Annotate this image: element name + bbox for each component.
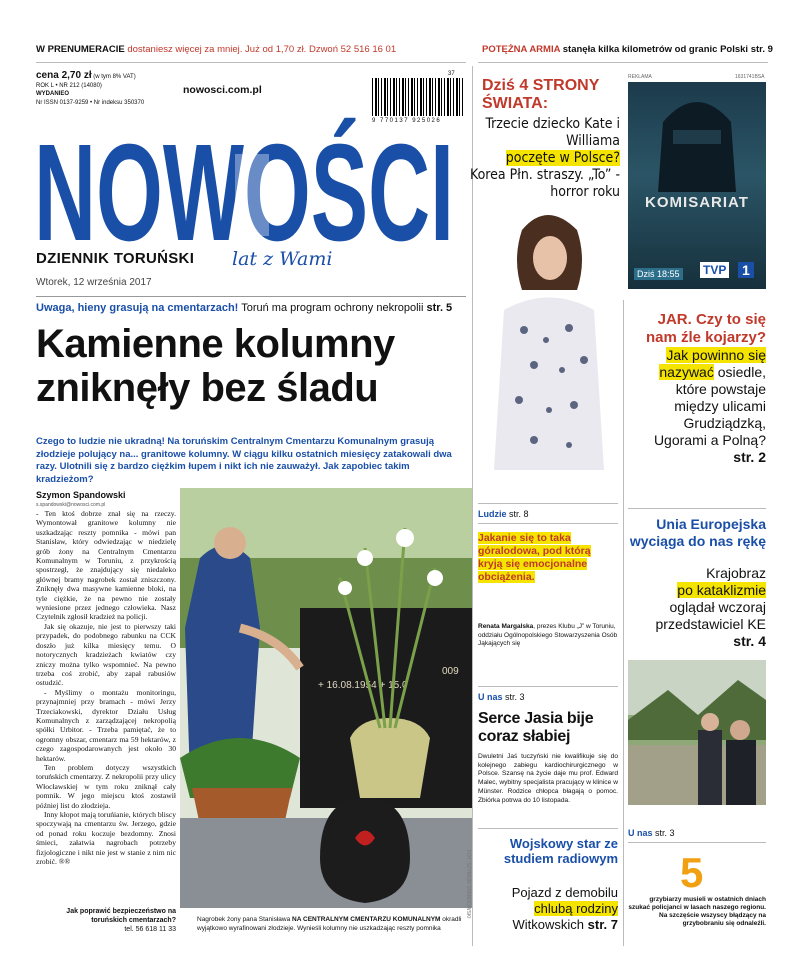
divider <box>478 503 618 504</box>
article-body <box>36 509 176 866</box>
divider <box>478 828 618 829</box>
tvp-logo: TVP <box>700 262 729 278</box>
contact-phone: tel. 56 618 11 33 <box>124 926 176 933</box>
lead-paragraph: Czego to ludzie nie ukradną! Na toruńskim Centralnym Cmentarzu Komunalnym grasują złodzieje polujący na... granitowe kolumny. W ciągu kilku ostatnich miesięcy zatakowali dwa razy. Ulotnili się z bardzo ciężkim łupem i nikt ich nie zauważył. Jak zapobiec takim kradzieżom? <box>36 436 452 485</box>
wojsk-body <box>478 885 618 933</box>
jar-highlight: Jak powinno się nazywać <box>659 347 766 380</box>
army-text: stanęła kilka kilometrów od granic Polski <box>562 44 749 55</box>
article-paragraph: - Myślimy o montażu monitoringu, przynajmniej przy bramach - mówi Jerzy Trzeciakowski, dyrektor Działu Usług Komunalnych z zarządzającej nekropolią spółki Urbitor. - Trzeba pamiętać, że to ogromny obszar, cmentarz ma 59 hektarów, z czego zagospodarowanych jest około 30 hektarów. <box>36 687 176 763</box>
divider <box>36 62 466 63</box>
ludzie-label: Ludzie <box>478 509 507 519</box>
world-teaser-heading-2: ŚWIATA: <box>482 95 549 112</box>
barcode <box>372 78 464 116</box>
world-teaser-line: Trzecie dziecko Kate i Williama <box>485 116 620 149</box>
masthead-meta <box>36 72 176 107</box>
ad-label: REKLAMA <box>628 74 652 80</box>
publisher: WYDANIEO <box>36 91 69 97</box>
ludzie-quote <box>478 532 618 584</box>
author-name: Szymon Spandowski <box>36 490 126 500</box>
ue-body <box>628 565 766 650</box>
divider <box>478 523 618 524</box>
caption-text: Nagrobek żony pana Stanisława <box>197 916 291 923</box>
alert-text: Toruń ma program ochrony nekropolii <box>241 302 424 314</box>
five-number: 5 <box>680 849 704 896</box>
alert-line <box>36 302 452 314</box>
barcode-number: 9 770137 925026 <box>372 118 442 124</box>
subscription-label: W PRENUMERACIE <box>36 44 125 55</box>
kate-photo <box>474 200 620 470</box>
wojsk-highlight: chlubą rodziny <box>534 901 618 916</box>
grave-inscription-year: 009 <box>442 666 459 677</box>
issue-date: Wtorek, 12 września 2017 <box>36 277 152 288</box>
world-teaser-heading: Dziś 4 STRONY <box>482 77 600 94</box>
jar-title: JAR. Czy to się nam źle kojarzy? <box>645 311 766 346</box>
ad-time: Dziś 18:55 <box>634 268 683 280</box>
column-divider <box>623 300 624 946</box>
divider <box>628 508 766 509</box>
author-email: s.spandowski@nowosci.com.pl <box>36 502 106 508</box>
renata-caption <box>478 623 618 649</box>
photo-credit: FOT. SZYMON SPANDOWSKI <box>465 850 471 919</box>
ludzie-section <box>478 509 529 519</box>
contact-box <box>36 907 176 934</box>
contact-question: Jak poprawić bezpieczeństwo na toruńskich cmentarzach? <box>66 908 176 924</box>
issue-week: 37 <box>448 71 455 77</box>
army-teaser <box>482 44 773 55</box>
unas-middle <box>478 692 525 702</box>
caption-rest: okradli wyjątkowo wyrafinowani złodzieje. Wynieśli kolumny nie uszkadzając reszty pomnika <box>197 916 462 932</box>
subscription-text: dostaniesz więcej za mniej. Już od 1,70 zł. Dzwoń 52 516 16 01 <box>127 44 397 55</box>
wojsk-line: Pojazd z demobilu <box>511 885 618 900</box>
price-vat: (w tym 8% VAT) <box>93 74 136 80</box>
ludzie-page: str. 8 <box>509 509 529 519</box>
renata-name: Renata Margalska <box>478 623 534 630</box>
ue-line: oglądał wczoraj przedstawiciel KE <box>655 599 766 632</box>
army-label: POTĘŻNA ARMIA <box>482 44 561 55</box>
world-teaser-highlight: poczęte w Polsce? <box>505 150 620 166</box>
wojsk-line: Witkowskich <box>512 917 585 932</box>
divider <box>628 842 766 843</box>
article-paragraph: Ten problem dotyczy wszystkich toruńskich cmentarzy. Z nekropolii przy ulicy Włocławskiej w tym roku zniknął cały pomnik. W jego miejscu ktoś zostawił później list do złodzieja. <box>36 762 176 810</box>
ad-title: KOMISARIAT <box>645 194 749 211</box>
article-paragraph: Jak się okazuje, nie jest to pierwszy taki przypadek, do podobnego rabunku na CCK doszło już kilka miesięcy temu. O notorycznych kradzieżach kwiatów czy zniczy można tylko wspomnieć. Na pewno trzeba coś zrobić, aby zapał rabusiów ostudzić. <box>36 621 176 688</box>
ad-code: 1631741BSA <box>735 74 765 80</box>
issn: Nr ISSN 0137-9259 • Nr indeksu 350370 <box>36 99 145 106</box>
world-teaser-line: Korea Płn. straszy. „To” - horror roku <box>470 167 620 200</box>
divider <box>478 62 768 63</box>
komisariat-ad[interactable] <box>628 82 766 289</box>
five-text: grzybiarzy musieli w ostatnich dniach szukać policjanci w lasach naszego regionu. Na szczęście wszyscy błądzący na grzybobraniu się odnaleźli. <box>628 896 766 927</box>
ludzie-quote-text: Jakanie się to taka góralodowa, pod którą kryją się emocjonalne obciążenia. <box>478 532 591 583</box>
army-page: str. 9 <box>750 44 773 55</box>
logo-anniversary-mark <box>235 154 269 236</box>
ue-title: Unia Europejska wyciąga do nas rękę <box>629 516 766 549</box>
main-headline: Kamienne kolumny zniknęły bez śladu <box>36 322 395 410</box>
subscription-banner <box>36 44 396 55</box>
nowosci-logo <box>30 112 470 262</box>
jar-body <box>628 347 766 466</box>
website-link[interactable]: nowosci.com.pl <box>183 84 262 96</box>
unas-right <box>628 828 675 838</box>
alert-bold: Uwaga, hieny grasują na cmentarzach! <box>36 302 239 314</box>
cemetery-photo <box>180 488 472 908</box>
serce-body: Dwuletni Jaś tuczyński nie kwalifikuje się do kolejnego zabiegu kardiochirurgicznego w Polsce. Szansę na życie daje mu prof. Edward Malec, wybitny specjalista pracujący w klinice w Münster. Rodzice chłopca błagają o pomoc. Zbiórka potrwa do 10 listopada. <box>478 753 618 804</box>
article-paragraph: Inny kłopot mają toruńianie, których bliscy spoczywają na cmentarzu św. Jerzego, gdzie od ponad roku koczuje bezdomny. Znosi śmieci, załatwia nagrobach potrzeby fizjologiczne i nikt nie jest w stanie z nim nic zrobić. ®® <box>36 810 176 867</box>
issue-line: ROK L • NR 212 (14080) <box>36 82 102 89</box>
ue-page: str. 4 <box>733 633 766 649</box>
ad-officer-image <box>628 82 766 192</box>
divider <box>478 686 618 687</box>
ue-line: Krajobraz <box>706 565 766 581</box>
ue-highlight: po kataklizmie <box>677 582 766 598</box>
unas-label: U nas <box>628 828 653 838</box>
price: cena 2,70 zł <box>36 70 92 81</box>
wojsk-title: Wojskowy star ze studiem radiowym <box>503 836 618 866</box>
wojsk-page: str. 7 <box>587 917 618 932</box>
unas-page: str. 3 <box>505 692 525 702</box>
photo-caption <box>197 916 467 933</box>
unas-label: U nas <box>478 692 503 702</box>
caption-bold: NA CENTRALNYM CMENTARZU KOMUNALNYM <box>292 916 441 923</box>
slogan: lat z Wami <box>232 248 333 270</box>
grave-inscription: + 16.08.1954 + 15.0 <box>318 680 408 691</box>
jar-text: osiedle, które powstaje między ulicami Grudziądzką, Ugorami a Polną? <box>653 364 766 448</box>
jar-page: str. 2 <box>733 449 766 465</box>
unas-page: str. 3 <box>655 828 675 838</box>
serce-title: Serce Jasia bije coraz słabiej <box>478 710 594 745</box>
logo-wordmark: NOWOŚCI <box>34 116 454 262</box>
alert-page: str. 5 <box>426 302 453 314</box>
renata-text: , prezes Klubu „J” w Toruniu, oddziału Ogólnopolskiego Stowarzyszenia Osób Jąkających się <box>478 623 618 647</box>
paper-name: DZIENNIK TORUŃSKI <box>36 250 195 267</box>
divider <box>36 296 466 297</box>
article-paragraph: - Ten ktoś dobrze znał się na rzeczy. Wymontował granitowe kolumny nie uszkadzając reszty pomnika - mówi pan Stanisław, który odwiedzając w niedzielę grób żony na Centralnym Cmentarzu Komunalnym w Toruniu, z przykrością spostrzegł, że znajdujący się niedaleko głównej bramy nagrobek został zniszczony. Zniknęły dwa masywne kamienne bloki, na tyle ciężkie, że na pewno nie zostały wyniesione przez jednego człowieka. Nasz Czytelnik zgłosił kradzież na policji. <box>36 509 176 622</box>
tvp-channel-number: 1 <box>738 262 754 278</box>
storm-damage-photo <box>628 660 766 805</box>
